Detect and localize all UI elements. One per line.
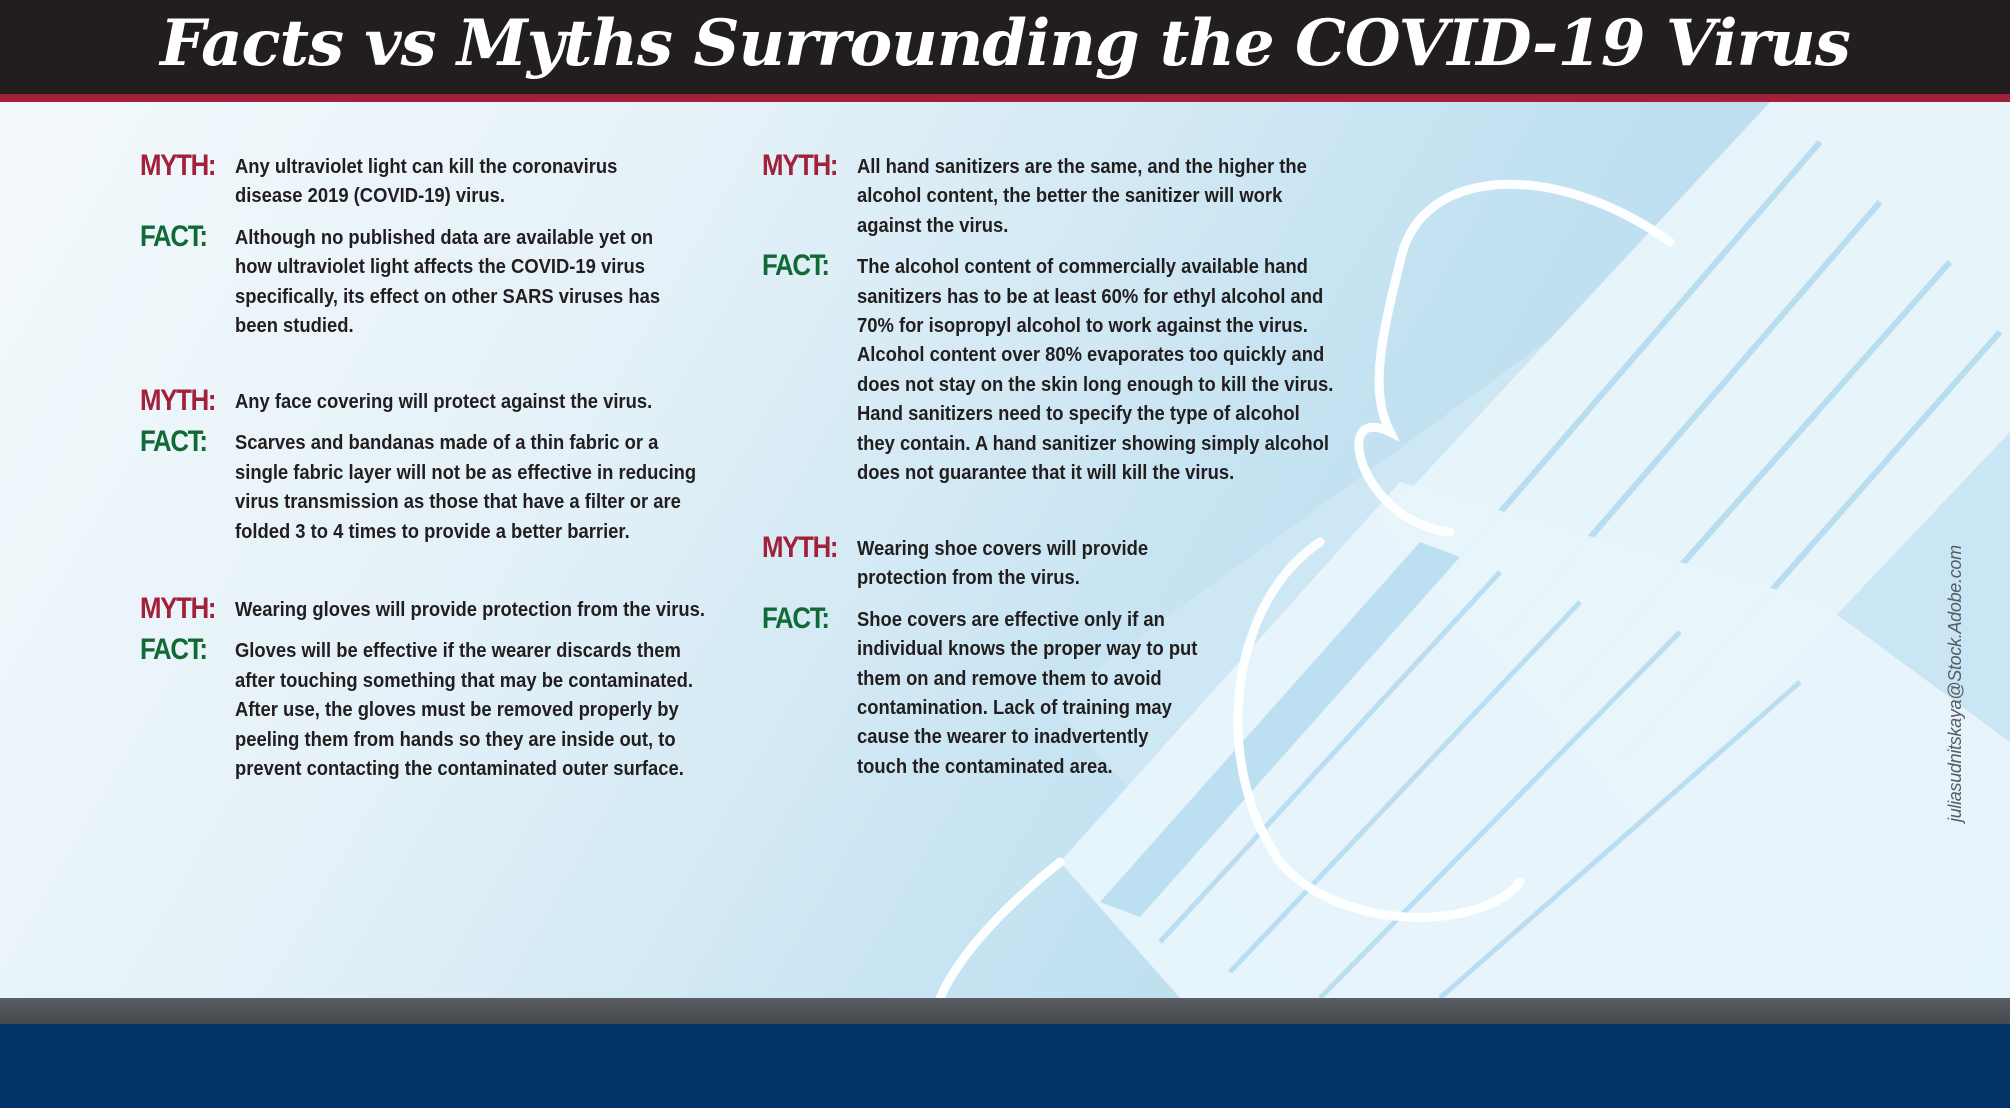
fact-row — [762, 249, 1375, 488]
footer-navy-band — [0, 1024, 2010, 1108]
fact-label: FACT: — [762, 601, 829, 635]
fact-row — [140, 219, 697, 342]
fact-text: Shoe covers are effective only if an individual knows the proper way to put them on and remove them to avoid contamination. Lack of training may cause the wearer to inadvertently touch the contaminated area. — [857, 608, 1198, 778]
myth-row — [762, 149, 1375, 241]
myth-fact-entry-5 — [762, 531, 1227, 782]
myth-fact-entry-1 — [140, 149, 697, 341]
myth-text: All hand sanitizers are the same, and the higher the alcohol content, the better the sanitizer will work against the virus. — [857, 156, 1307, 237]
fact-text: Although no published data are available yet on how ultraviolet light affects the COVID-19 virus specifically, its effect on other SARS viruses has been studied. — [235, 226, 661, 338]
fact-row — [762, 601, 1227, 782]
header-accent-rule — [0, 94, 2010, 102]
myth-label: MYTH: — [140, 592, 216, 625]
fact-row — [140, 633, 746, 784]
myth-fact-entry-2 — [140, 384, 736, 547]
page-title: Facts vs Myths Surrounding the COVID-19 Virus — [160, 6, 1850, 81]
fact-label: FACT: — [140, 219, 207, 253]
myth-text: Wearing gloves will provide protection from the virus. — [235, 599, 705, 621]
fact-label: FACT: — [140, 425, 207, 459]
myth-fact-entry-4 — [762, 149, 1375, 488]
footer-gray-band — [0, 998, 2010, 1024]
myth-text: Any ultraviolet light can kill the coronavirus disease 2019 (COVID-19) virus. — [235, 156, 618, 208]
myth-row — [762, 531, 1227, 594]
myth-row — [140, 592, 746, 625]
fact-text: Gloves will be effective if the wearer discards them after touching something that may be contaminated. After use, the gloves must be removed properly by peeling them from hands so they are inside out, to prevent contacting the contaminated outer surface. — [235, 640, 694, 781]
myth-row — [140, 149, 697, 212]
myth-text: Wearing shoe covers will provide protection from the virus. — [857, 538, 1149, 590]
photo-credit: juliasudnitskaya@Stock.Adobe.com — [1945, 545, 1965, 822]
fact-label: FACT: — [762, 249, 829, 283]
fact-label: FACT: — [140, 633, 207, 667]
myth-text: Any face covering will protect against the virus. — [235, 391, 653, 413]
myth-label: MYTH: — [762, 149, 838, 182]
fact-text: Scarves and bandanas made of a thin fabric or a single fabric layer will not be as effective in reducing virus transmission as those that have a filter or are folded 3 to 4 times to provide a better barrier. — [235, 432, 697, 543]
fact-text: The alcohol content of commercially available hand sanitizers has to be at least 60% for ethyl alcohol and 70% for isopropyl alcohol to work against the virus. Alcohol content over 80% evaporates too quickly and does not stay on the skin long enough to kill the virus. Hand sanitizers need to specify the type of alcohol they contain. A hand sanitizer showing simply alcohol does not guarantee that it will kill the virus. — [857, 256, 1334, 485]
fact-row — [140, 425, 736, 547]
myth-label: MYTH: — [762, 531, 838, 564]
myth-fact-entry-3 — [140, 592, 746, 784]
myth-row — [140, 384, 736, 417]
myth-label: MYTH: — [140, 384, 216, 417]
myth-label: MYTH: — [140, 149, 216, 182]
